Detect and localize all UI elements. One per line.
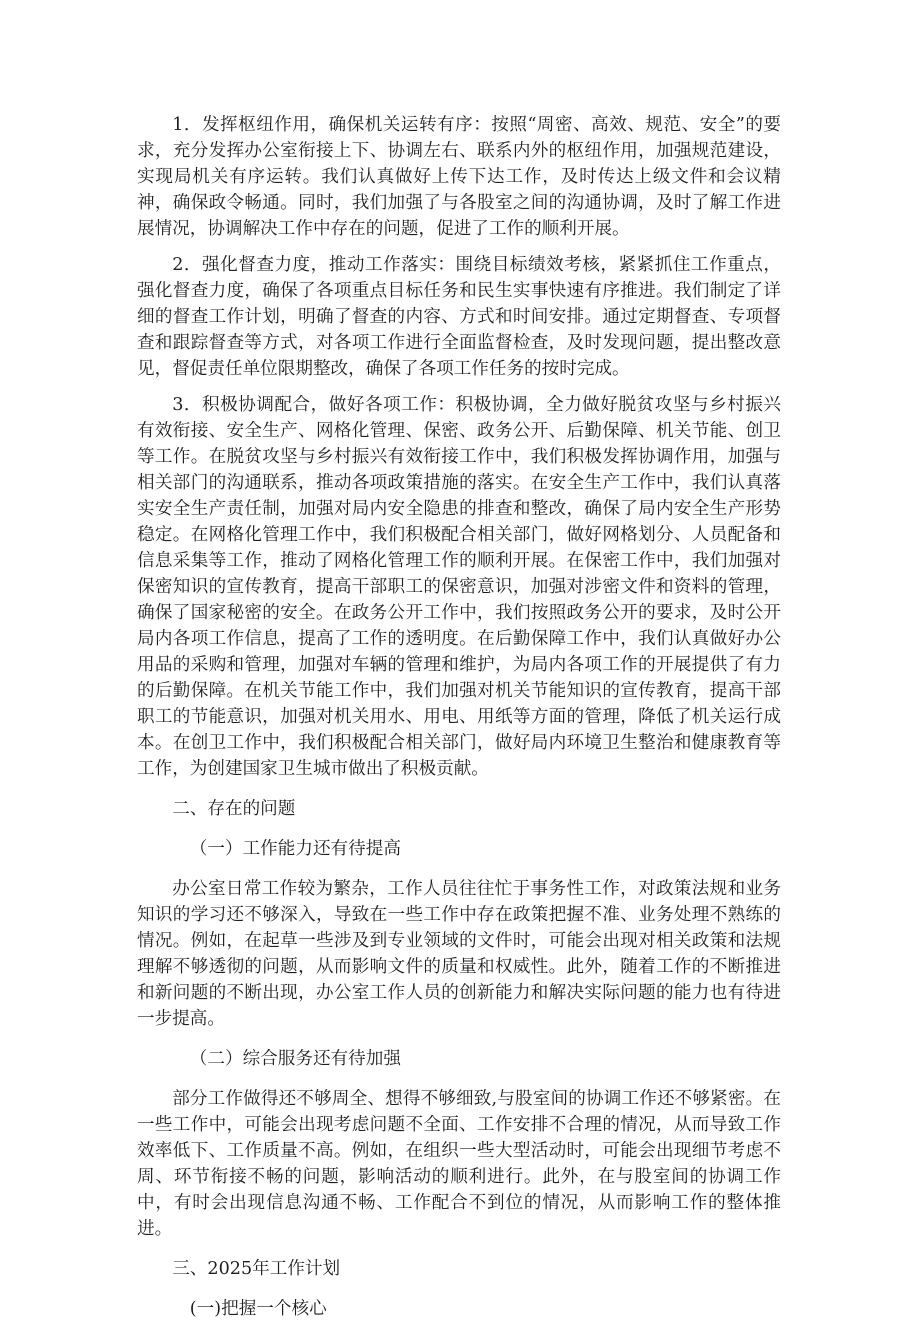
paragraph-supervision: 2．强化督查力度，推动工作落实：围绕目标绩效考核，紧紧抓住工作重点，强化督查力度，确保了各项重点目标任务和民生实事快速有序推进。我们制定了详细的督查工作计划，明确了督查的内容、方式和时间安排。通过定期督查、专项督查和跟踪督查等方式，对各项工作进行全面监督检查，及时发现问题，提出整改意见，督促责任单位限期整改，确保了各项工作任务的按时完成。 — [137, 255, 781, 379]
document-body — [137, 112, 781, 1322]
paragraph-coordination: 3．积极协调配合，做好各项工作：积极协调，全力做好脱贫攻坚与乡村振兴有效衔接、安全生产、网格化管理、保密、政务公开、后勤保障、机关节能、创卫等工作。在脱贫攻坚与乡村振兴有效衔接工作中，我们积极发挥协调作用，加强与相关部门的沟通联系，推动各项政策措施的落实。在安全生产工作中，我们认真落实安全生产责任制，加强对局内安全隐患的排查和整改，确保了局内安全生产形势稳定。在网格化管理工作中，我们积极配合相关部门，做好网格划分、人员配备和信息采集等工作，推动了网格化管理工作的顺利开展。在保密工作中，我们加强对保密知识的宣传教育，提高干部职工的保密意识，加强对涉密文件和资料的管理，确保了国家秘密的安全。在政务公开工作中，我们按照政务公开的要求，及时公开局内各项工作信息，提高了工作的透明度。在后勤保障工作中，我们认真做好办公用品的采购和管理，加强对车辆的管理和维护，为局内各项工作的开展提供了有力的后勤保障。在机关节能工作中，我们加强对机关节能知识的宣传教育，提高干部职工的节能意识，加强对机关用水、用电、用纸等方面的管理，降低了机关运行成本。在创卫工作中，我们积极配合相关部门，做好局内环境卫生整治和健康教育等工作，为创建国家卫生城市做出了积极贡献。 — [137, 395, 781, 779]
section-heading-problems: 二、存在的问题 — [172, 799, 296, 819]
subheading-service: （二）综合服务还有待加强 — [189, 1049, 401, 1069]
subheading-work-ability: （一）工作能力还有待提高 — [189, 839, 401, 859]
subheading-core: (一)把握一个核心 — [189, 1299, 327, 1319]
section-heading-plan: 三、2025年工作计划 — [172, 1259, 341, 1279]
paragraph-hub-role: 1．发挥枢纽作用，确保机关运转有序：按照“周密、高效、规范、安全”的要求，充分发挥办公室衔接上下、协调左右、联系内外的枢纽作用，加强规范建设，实现局机关有序运转。我们认真做好上传下达工作，及时传达上级文件和会议精神，确保政令畅通。同时，我们加强了与各股室之间的沟通协调，及时了解工作进展情况，协调解决工作中存在的问题，促进了工作的顺利开展。 — [137, 115, 781, 239]
paragraph-service: 部分工作做得还不够周全、想得不够细致,与股室间的协调工作还不够紧密。在一些工作中，可能会出现考虑问题不全面、工作安排不合理的情况，从而导致工作效率低下、工作质量不高。例如，在组织一些大型活动时，可能会出现细节考虑不周、环节衔接不畅的问题，影响活动的顺利进行。此外，在与股室间的协调工作中，有时会出现信息沟通不畅、工作配合不到位的情况，从而影响工作的整体推进。 — [137, 1089, 781, 1239]
paragraph-work-ability: 办公室日常工作较为繁杂，工作人员往往忙于事务性工作，对政策法规和业务知识的学习还不够深入，导致在一些工作中存在政策把握不准、业务处理不熟练的情况。例如，在起草一些涉及到专业领域的文件时，可能会出现对相关政策和法规理解不够透彻的问题，从而影响文件的质量和权威性。此外，随着工作的不断推进和新问题的不断出现，办公室工作人员的创新能力和解决实际问题的能力也有待进一步提高。 — [137, 879, 781, 1029]
